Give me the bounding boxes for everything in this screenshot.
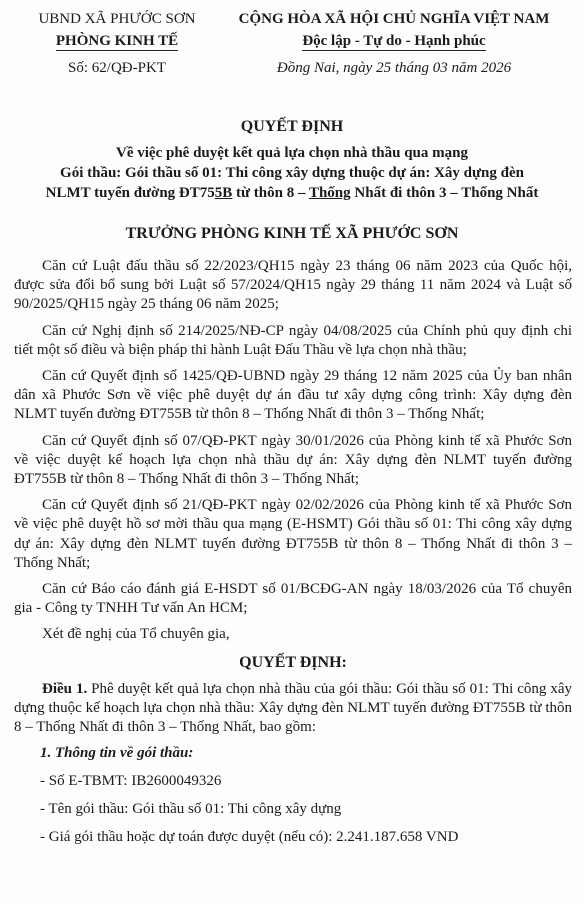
basis-paragraph: Căn cứ Quyết định số 21/QĐ-PKT ngày 02/02/2026 của Phòng kinh tế xã Phước Sơn về việc phê duyệt hồ sơ mời thầu qua mạng (E-HSMT) Gói thầu số 01: Thi công xây dựng dự án: Xây dựng đèn NLMT tuyến đường ĐT755B từ thôn 8 – Thống Nhất đi thôn 3 – Thống Nhất; [14, 497, 572, 571]
article-1-label: Điều 1. [42, 680, 88, 697]
national-header [212, 8, 576, 52]
consideration-paragraph: Xét đề nghị của Tổ chuyên gia, [42, 626, 230, 643]
subject-line-3-part: Nhất đi thôn 3 – Thống Nhất [350, 185, 539, 201]
document-subject [10, 143, 574, 203]
national-motto: Độc lập - Tự do - Hạnh phúc [302, 33, 486, 49]
basis-paragraph: Căn cứ Quyết định số 1425/QĐ-UBND ngày 29 tháng 12 năm 2025 của Ủy ban nhân dân xã Phước Sơn về việc phê duyệt dự án đầu tư xây dựng công trình: Xây dựng đèn NLMT tuyến đường ĐT755B từ thôn 8 – Thống Nhất đi thôn 3 – Thống Nhất; [14, 368, 572, 423]
basis-paragraph: Căn cứ Nghị định số 214/2025/NĐ-CP ngày 04/08/2025 của Chính phủ quy định chi tiết một số điều và biện pháp thi hành Luật Đấu Thầu về lựa chọn nhà thầu; [14, 322, 572, 358]
subject-line-3-underlined: 5B [214, 185, 233, 201]
document-number: Số: 62/QĐ-PKT [68, 60, 166, 76]
subject-line-1: Về việc phê duyệt kết quả lựa chọn nhà thầu qua mạng [116, 145, 468, 161]
section-package-info: 1. Thông tin về gói thầu: [40, 745, 194, 762]
issuer-dept: PHÒNG KINH TẾ [55, 33, 179, 49]
issuer-org: UBND XÃ PHƯỚC SƠN [38, 11, 196, 27]
subject-line-3-part: từ thôn 8 – [232, 185, 309, 201]
authority-heading: TRƯỞNG PHÒNG KINH TẾ XÃ PHƯỚC SƠN [125, 225, 459, 242]
issuer-block [22, 8, 212, 52]
basis-paragraph: Căn cứ Báo cáo đánh giá E-HSDT số 01/BCĐG-AN ngày 18/03/2026 của Tổ chuyên gia - Công ty TNHH Tư vấn An HCM; [14, 581, 572, 617]
document-body [14, 257, 572, 856]
subject-line-3-underlined: Thống [308, 185, 351, 201]
nation-name: CỘNG HÒA XÃ HỘI CHỦ NGHĨA VIỆT NAM [238, 11, 550, 27]
package-bullet-tbmt: - Số E-TBMT: IB2600049326 [40, 772, 222, 789]
basis-paragraph: Căn cứ Luật đấu thầu số 22/2023/QH15 ngày 23 tháng 06 năm 2023 của Quốc hội, được sửa đổi bổ sung bởi Luật số 57/2024/QH15 ngày 29 tháng 11 năm 2024 và Luật số 90/2025/QH15 ngày 25 tháng 06 năm 2025; [14, 258, 572, 313]
package-bullet-price: - Giá gói thầu hoặc dự toán được duyệt (nếu có): 2.241.187.658 VND [40, 829, 459, 846]
subject-line-3 [10, 183, 574, 203]
package-bullet-name: - Tên gói thầu: Gói thầu số 01: Thi công xây dựng [40, 800, 342, 817]
subject-line-3-part: NLMT tuyến đường ĐT75 [45, 185, 215, 201]
article-1 [14, 680, 572, 738]
document-title: QUYẾT ĐỊNH [240, 118, 344, 135]
subject-line-2: Gói thầu: Gói thầu số 01: Thi công xây dựng thuộc dự án: Xây dựng đèn [60, 165, 524, 181]
decision-heading: QUYẾT ĐỊNH: [239, 653, 347, 671]
basis-paragraph: Căn cứ Quyết định số 07/QĐ-PKT ngày 30/01/2026 của Phòng kinh tế xã Phước Sơn về việc duyệt kế hoạch lựa chọn nhà thầu dự án: Xây dựng đèn NLMT tuyến đường ĐT755B từ thôn 8 – Thống Nhất đi thôn 3 – Thống Nhất; [14, 432, 572, 488]
document-date: Đồng Nai, ngày 25 tháng 03 năm 2026 [276, 60, 512, 76]
article-1-text: Phê duyệt kết quả lựa chọn nhà thầu của gói thầu: Gói thầu số 01: Thi công xây dựng thuộc kế hoạch lựa chọn nhà thầu: Xây dựng đèn NLMT tuyến đường ĐT755B từ thôn 8 – Thống Nhất đi thôn 3 – Thống Nhất, bao gồm: [14, 680, 573, 736]
